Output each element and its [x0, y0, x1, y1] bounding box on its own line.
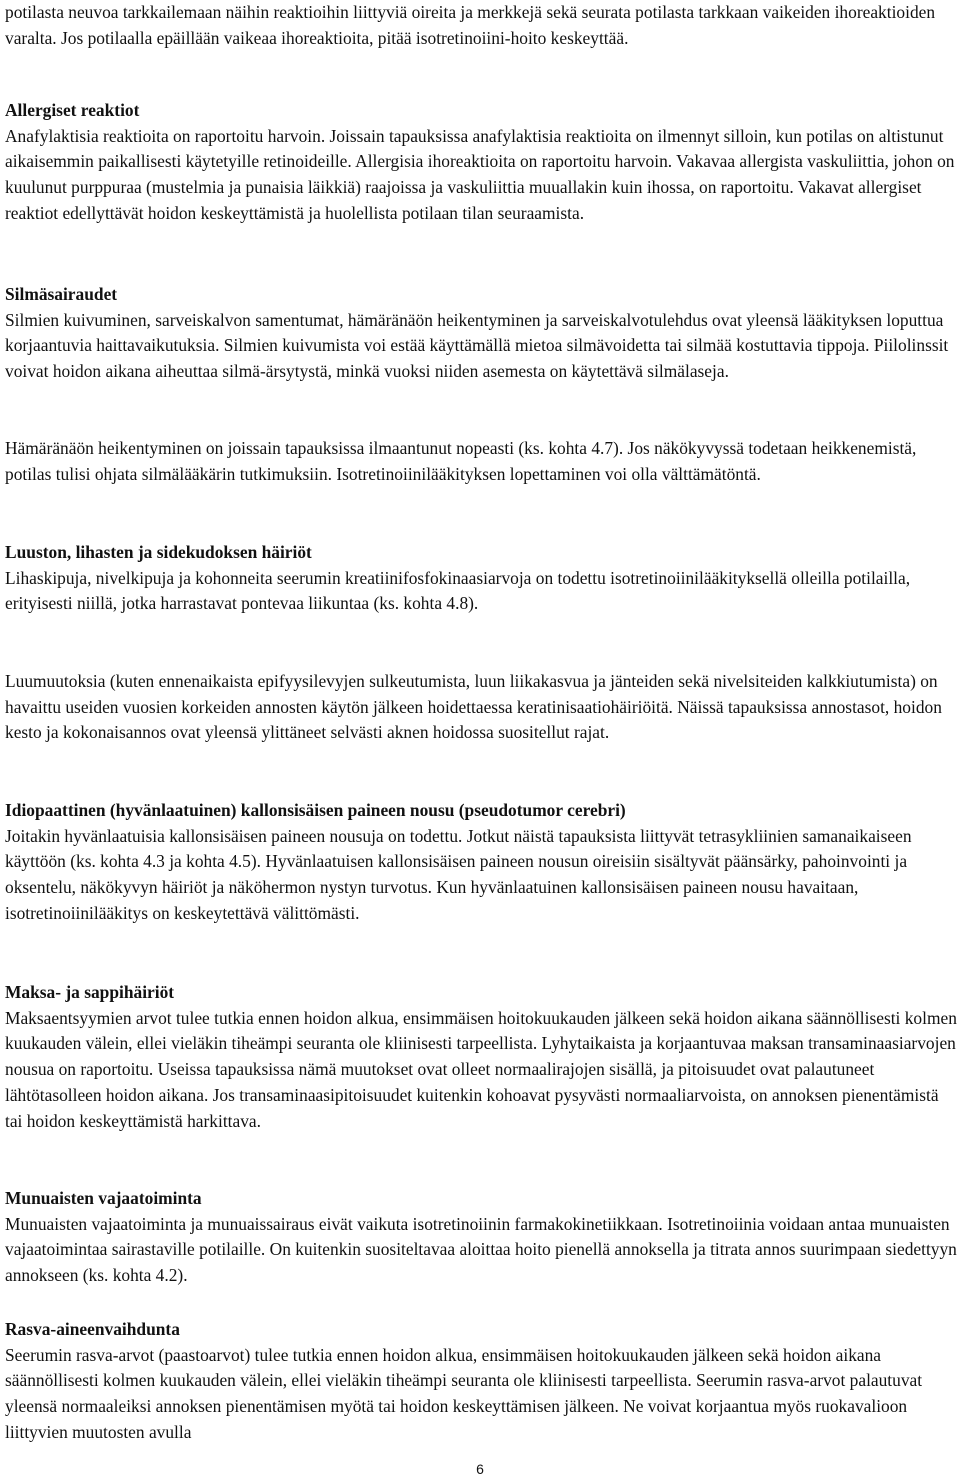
section-allergiset-reaktiot	[5, 98, 957, 227]
section-heading: Maksa- ja sappihäiriöt	[5, 982, 175, 1002]
paragraph-text: Maksaentsyymien arvot tulee tutkia ennen hoidon alkua, ensimmäisen hoitokuukauden jälkeen sekä hoidon aikana säännöllisesti kolmen kuukauden välein, ellei vieläkin tiheämpi seuranta ole kliinisesti tarpeellista. Lyhytaikaista ja korjaantuvaa maksan transaminaasiarvojen nousua on raportoitu. Useissa tapauksissa nämä muutokset ovat olleet normaalirajojen sisällä, ja pitoisuudet ovat palautuneet lähtötasolleen hoidon aikana. Jos transaminaasipitoisuudet kuitenkin kohoavat pysyvästi normaaliarvoista, on annoksen pienentämistä tai hoidon keskeyttämistä harkittava.	[5, 1007, 957, 1131]
section-silmasairaudet	[5, 282, 957, 385]
paragraph-text: Anafylaktisia reaktioita on raportoitu harvoin. Joissain tapauksissa anafylaktisia reaktioita on ilmennyt silloin, kun potilas on altistunut aikaisemmin paikallisesti käytetyille retinoideille. Allergisia ihoreaktioita on raportoitu harvoin. Vakavaa allergista vaskuliittia, johon on kuulunut purppuraa (mustelmia ja punaisia läikkiä) raajoissa ja vaskuliittia muuallakin kuin ihossa, on raportoitu. Vakavat allergiset reaktiot edellyttävät hoidon keskeyttämistä ja huolellista potilaan tilan seuraamista.	[5, 125, 955, 223]
section-heading: Idiopaattinen (hyvänlaatuinen) kallonsisäisen paineen nousu (pseudotumor cerebri)	[5, 800, 626, 820]
section-maksa-ja-sappihairiot	[5, 980, 957, 1134]
intro-paragraph	[5, 0, 957, 51]
paragraph-text: Seerumin rasva-arvot (paastoarvot) tulee tutkia ennen hoidon alkua, ensimmäisen hoitokuukauden jälkeen sekä hoidon aikana säännöllisesti kolmen kuukauden välein, ellei vieläkin tiheämpi seuranta ole kliinisesti tarpeellista. Seerumin rasva-arvot palautuvat yleensä normaaleiksi annoksen pienentämisen myötä tai hoidon keskeyttämisen jälkeen. Ne voivat korjaantua myös ruokavalioon liittyvien muutosten avulla	[5, 1344, 923, 1442]
paragraph-text: Luumuutoksia (kuten ennenaikaista epifyysilevyjen sulkeutumista, luun liikakasvua ja jänteiden sekä nivelsiteiden kalkkiutumista) on havaittu useiden vuosien korkeiden annosten käytön jälkeen hoidettaessa keratinisaatiohäiriöitä. Näissä tapauksissa annostasot, hoidon kesto ja kokonaisannos ovat yleensä ylittäneet selvästi aknen hoidossa suositellut rajat.	[5, 671, 942, 743]
section-munuaisten-vajaatoiminta	[5, 1186, 957, 1289]
paragraph-text: Joitakin hyvänlaatuisia kallonsisäisen paineen nousuja on todettu. Jotkut näistä tapauksista liittyvät tetrasykliinien samanaikaiseen käyttöön (ks. kohta 4.3 ja kohta 4.5). Hyvänlaatuisen kallonsisäisen paineen nousun oireisiin sisältyvät päänsärky, pahoinvointi ja oksentelu, näkökyvyn häiriöt ja näköhermon nystyn turvotus. Kun hyvänlaatuinen kallonsisäisen paineen nousu havaitaan, isotretinoiinilääkitys on keskeytettävä välittömästi.	[5, 825, 912, 923]
section-heading: Silmäsairaudet	[5, 284, 118, 304]
paragraph-text: Munuaisten vajaatoiminta ja munuaissairaus eivät vaikuta isotretinoiinin farmakokinetiikkaan. Isotretinoiinia voidaan antaa munuaisten vajaatoimintaa sairastaville potilaille. On kuitenkin suositeltavaa aloittaa hoito pienellä annoksella ja titrata annos suurimpaan siedettyyn annokseen (ks. kohta 4.2).	[5, 1213, 957, 1286]
section-luuston-hairiot	[5, 540, 957, 617]
paragraph-luumuutoksia	[5, 669, 957, 746]
section-heading: Allergiset reaktiot	[5, 100, 140, 120]
paragraph-text: Lihaskipuja, nivelkipuja ja kohonneita seerumin kreatiinifosfokinaasiarvoja on todettu isotretinoiinilääkityksellä olleilla potilailla, erityisesti niillä, jotka harrastavat pontevaa liikuntaa (ks. kohta 4.8).	[5, 567, 911, 614]
section-rasva-aineenvaihdunta	[5, 1317, 957, 1446]
paragraph-text: Silmien kuivuminen, sarveiskalvon samentumat, hämäränäön heikentyminen ja sarveiskalvotulehdus ovat yleensä lääkityksen loputtua korjaantuvia haittavaikutuksia. Silmien kuivumista voi estää käyttämällä mietoa silmävoidetta tai silmää kostuttavia tippoja. Piilolinssit voivat hoidon aikana aiheuttaa silmä-ärsytystä, minkä vuoksi niiden asemesta on käytettävä silmälaseja.	[5, 309, 949, 382]
section-heading: Luuston, lihasten ja sidekudoksen häiriöt	[5, 542, 312, 562]
section-kallonsisainen-paine	[5, 798, 957, 927]
section-heading: Munuaisten vajaatoiminta	[5, 1188, 202, 1208]
paragraph-text: Hämäränäön heikentyminen on joissain tapauksissa ilmaantunut nopeasti (ks. kohta 4.7). Jos näkökyvyssä todetaan heikkenemistä, potilas tulisi ohjata silmälääkärin tutkimuksiin. Isotretinoiinilääkityksen lopettaminen voi olla välttämätöntä.	[5, 438, 917, 484]
page-number: 6	[476, 1461, 484, 1477]
paragraph-hamaranao	[5, 436, 957, 487]
section-heading: Rasva-aineenvaihdunta	[5, 1319, 180, 1339]
paragraph-text: potilasta neuvoa tarkkailemaan näihin reaktioihin liittyviä oireita ja merkkejä sekä seurata potilasta tarkkaan vaikeiden ihoreaktioiden varalta. Jos potilaalla epäillään vaikeaa ihoreaktioita, pitää isotretinoiini-hoito keskeyttää.	[5, 2, 936, 48]
